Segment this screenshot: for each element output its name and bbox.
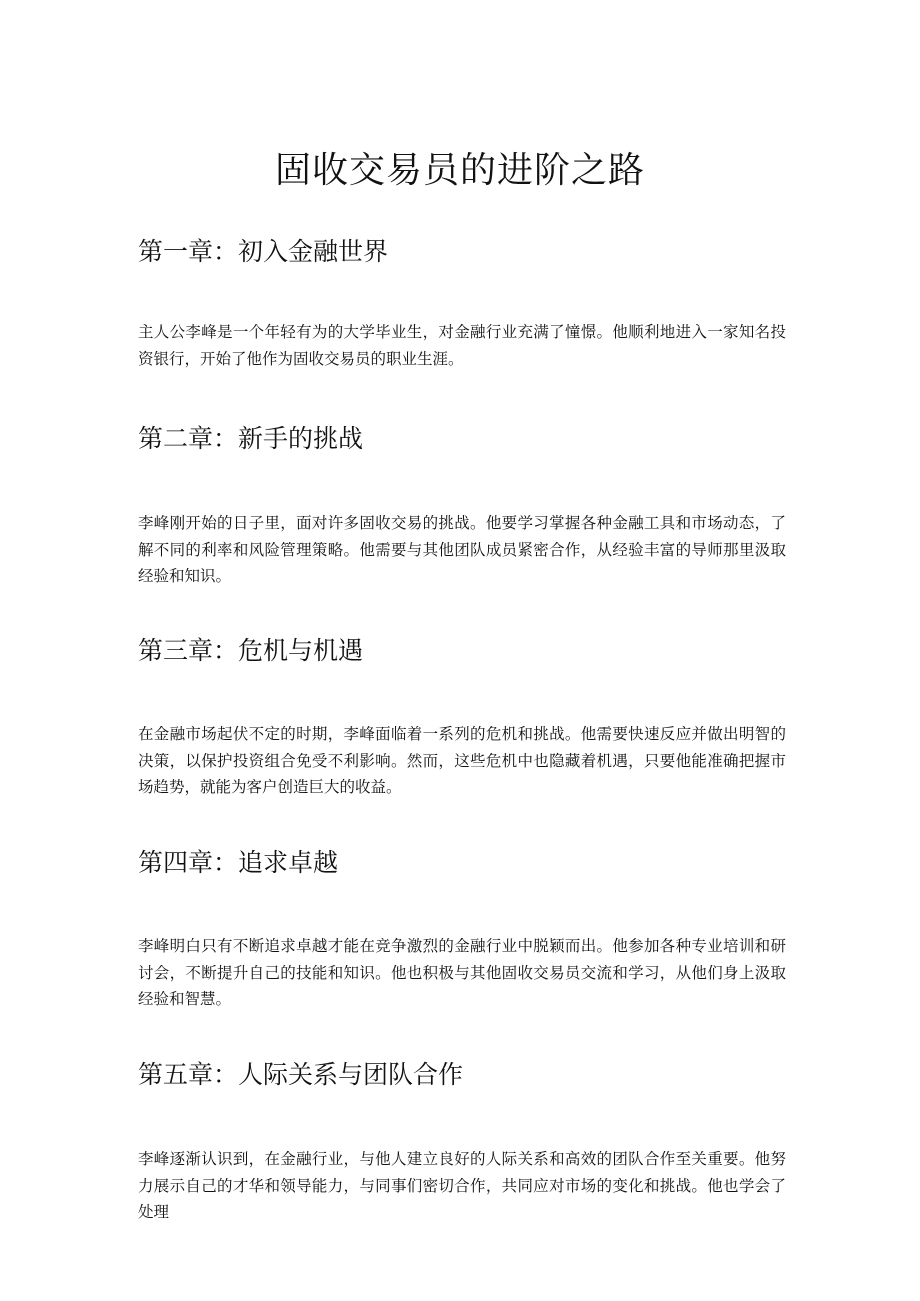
chapter-2-heading: 第二章：新手的挑战 <box>138 424 364 453</box>
chapter-5-heading: 第五章：人际关系与团队合作 <box>138 1060 464 1089</box>
chapter-3-heading: 第三章：危机与机遇 <box>138 636 364 665</box>
chapter-2-body: 李峰刚开始的日子里，面对许多固收交易的挑战。他要学习掌握各种金融工具和市场动态，了解不同的利率和风险管理策略。他需要与其他团队成员紧密合作，从经验丰富的导师那里汲取经验和知识。 <box>138 514 786 585</box>
chapter-4-body: 李峰明白只有不断追求卓越才能在竞争激烈的金融行业中脱颖而出。他参加各种专业培训和研讨会，不断提升自己的技能和知识。他也积极与其他固收交易员交流和学习，从他们身上汲取经验和智慧。 <box>138 937 786 1008</box>
document-title: 固收交易员的进阶之路 <box>274 150 645 191</box>
chapter-3-body: 在金融市场起伏不定的时期，李峰面临着一系列的危机和挑战。他需要快速反应并做出明智的决策，以保护投资组合免受不利影响。然而，这些危机中也隐藏着机遇，只要他能准确把握市场趋势，就能为客户创造巨大的收益。 <box>138 725 786 796</box>
chapter-1-heading: 第一章：初入金融世界 <box>138 237 389 266</box>
chapter-1-body: 主人公李峰是一个年轻有为的大学毕业生，对金融行业充满了憧憬。他顺利地进入一家知名投资银行，开始了他作为固收交易员的职业生涯。 <box>138 323 786 368</box>
chapter-5-body: 李峰逐渐认识到，在金融行业，与他人建立良好的人际关系和高效的团队合作至关重要。他努力展示自己的才华和领导能力，与同事们密切合作，共同应对市场的变化和挑战。他也学会了处理 <box>138 1150 786 1221</box>
chapter-4-heading: 第四章：追求卓越 <box>138 848 339 877</box>
